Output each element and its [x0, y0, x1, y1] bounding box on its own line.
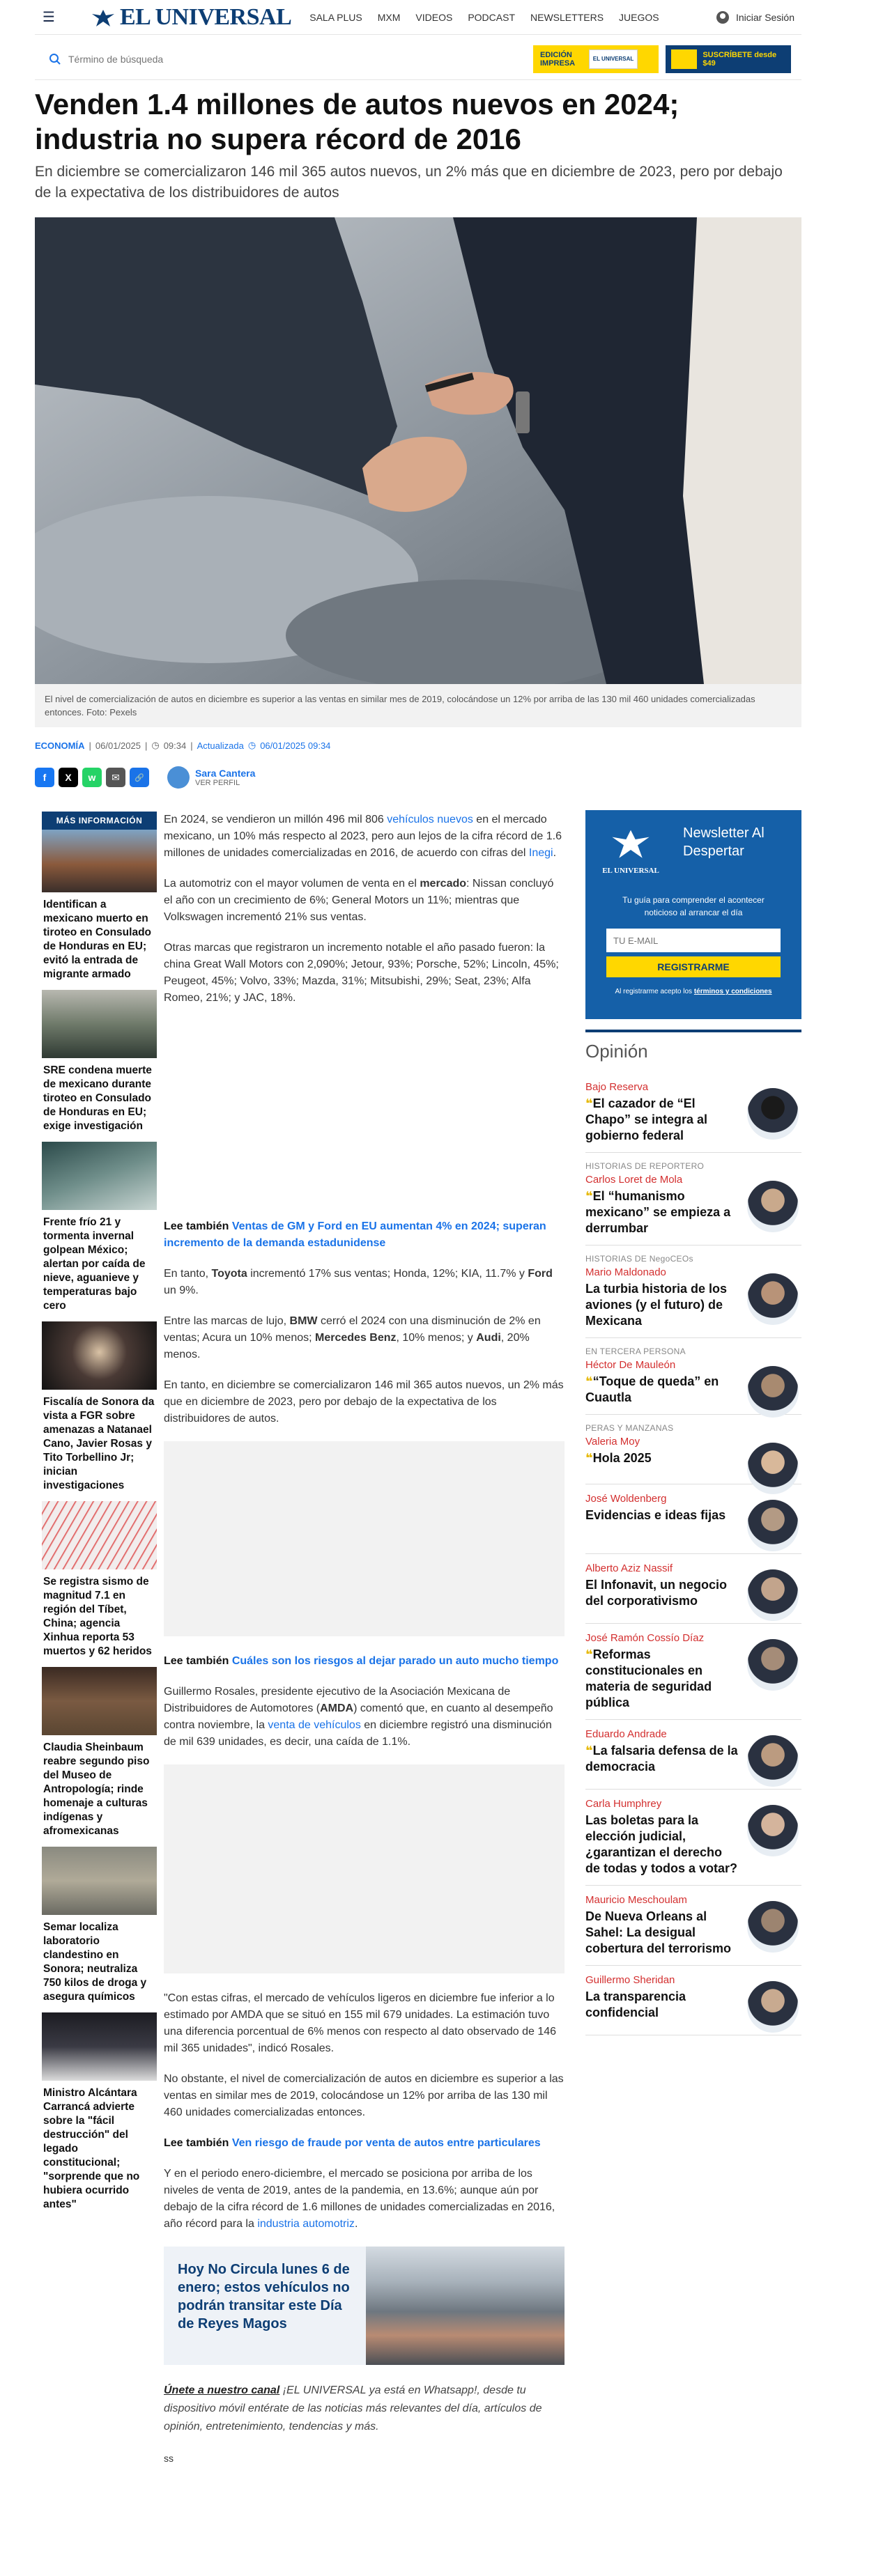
whitespace — [164, 1021, 565, 1218]
opinion-item[interactable] — [585, 1246, 801, 1338]
paragraph — [164, 1266, 565, 1299]
opinion-title-text: La transparencia confidencial — [585, 1989, 686, 2019]
article-meta — [35, 740, 330, 751]
updated-label: Actualizada — [197, 740, 244, 751]
opinion-column-name: HISTORIAS DE NegoCEOs — [585, 1254, 693, 1264]
subscribe-thumbnail — [671, 49, 697, 69]
clock-icon: ◷ — [247, 740, 256, 750]
text: En 2024, se vendieron un millón 496 mil 806 — [164, 814, 387, 825]
quote-icon: ❝ — [585, 1647, 593, 1661]
opinion-item[interactable] — [585, 1720, 801, 1790]
quote-icon: ❝ — [585, 1451, 593, 1465]
text: incrementó 17% sus ventas; Honda, 12%; KIA, 11.7% y — [247, 1268, 528, 1280]
text: La automotriz con el mayor volumen de venta en el — [164, 878, 420, 890]
related-title: Se registra sismo de magnitud 7.1 en región del Tíbet, China; agencia Xinhua reporta 53 muertos y 62 heridos — [43, 1576, 152, 1657]
link-icon[interactable]: 🔗 — [130, 768, 149, 787]
newsletter-title: Newsletter Al Despertar — [683, 825, 765, 859]
terms-link[interactable]: términos y condiciones — [693, 988, 772, 995]
nav-item-videos[interactable]: VIDEOS — [415, 11, 453, 23]
lee-tambien-link[interactable]: Ven riesgo de fraude por venta de autos entre particulares — [231, 2137, 541, 2149]
opinion-title — [585, 1909, 739, 1957]
bold-text: mercado — [420, 878, 467, 890]
clock-icon: ◷ — [151, 740, 160, 750]
bold-text: BMW — [289, 1315, 318, 1327]
related-item[interactable] — [42, 1667, 157, 1847]
nav-item-sala-plus[interactable]: SALA PLUS — [309, 11, 362, 23]
user-icon — [716, 11, 729, 24]
quote-icon: ❝ — [585, 1096, 593, 1110]
bold-text: Ford — [528, 1268, 553, 1280]
image-caption: El nivel de comercialización de autos en diciembre es superior a las ventas en similar mes de 2019, colocándose un 12% por arriba de las 130 mil 460 unidades comercializadas entonces. Foto: Pexels — [35, 684, 801, 727]
nav-item-podcast[interactable]: PODCAST — [468, 11, 516, 23]
login-label: Iniciar Sesión — [735, 11, 794, 23]
subscribe-label: SUSCRÍBETE desde $49 — [702, 50, 777, 68]
related-item[interactable] — [42, 1142, 157, 1321]
lee-tambien — [164, 1653, 565, 1670]
article-title: Venden 1.4 millones de autos nuevos en 2024; industria no supera récord de 2016 — [35, 88, 679, 155]
text: . — [354, 2218, 358, 2230]
lee-tambien-label: Lee también — [164, 1220, 229, 1232]
author-photo — [747, 1181, 799, 1232]
newsletter-logo-text: EL UNIVERSAL — [602, 867, 659, 875]
meta-divider: | — [190, 740, 193, 751]
text: Y en el periodo enero-diciembre, el mercado se posiciona por arriba de los niveles de venta de 2019, antes de la pandemia, en 13.6%; aunque aún por debajo de la cifra récord de 1.6 millones de unidades comercializadas en 2016, año récord para la — [164, 2168, 555, 2230]
related-item[interactable] — [42, 1501, 157, 1667]
link-vehiculos-nuevos[interactable]: vehículos nuevos — [387, 814, 473, 825]
quote-icon: ❝ — [585, 1744, 593, 1758]
top-navigation-bar — [35, 0, 801, 35]
mas-informacion-sidebar — [42, 812, 157, 2220]
ad-placeholder — [164, 1764, 565, 1973]
opinion-author: Carlos Loret de Mola — [585, 1174, 683, 1186]
opinion-author: Bajo Reserva — [585, 1081, 649, 1093]
newspaper-thumbnail: EL UNIVERSAL — [589, 49, 638, 69]
opinion-title — [585, 1450, 739, 1466]
related-title: Fiscalía de Sonora da vista a FGR sobre amenazas a Natanael Cano, Javier Rosas y Tito Torbellino Jr; inician investigaciones — [43, 1396, 155, 1491]
related-title: Semar localiza laboratorio clandestino en Sonora; neutraliza 750 kilos de droga y asegura químicos — [43, 1921, 147, 2003]
opinion-author: Eduardo Andrade — [585, 1728, 667, 1740]
related-item[interactable] — [42, 830, 157, 990]
paragraph — [164, 1684, 565, 1751]
author-photo — [747, 1273, 799, 1325]
link-venta-vehiculos[interactable]: venta de vehículos — [268, 1719, 361, 1731]
related-item[interactable] — [42, 990, 157, 1142]
text: . — [553, 847, 557, 859]
related-item[interactable] — [42, 1321, 157, 1501]
paragraph: En tanto, en diciembre se comercializaron 146 mil 365 autos nuevos, un 2% más que en diciembre de 2023, pero por debajo de la expectativa de los distribuidores de autos. — [164, 1379, 564, 1425]
search-input[interactable] — [68, 54, 417, 65]
opinion-author: Valeria Moy — [585, 1436, 640, 1448]
author-avatar — [167, 766, 190, 789]
hoy-no-circula-card[interactable] — [164, 2247, 565, 2365]
whatsapp-promo — [164, 2382, 565, 2436]
opinion-title-text: De Nueva Orleans al Sahel: La desigual cobertura del terrorismo — [585, 1909, 732, 1955]
related-title: Identifican a mexicano muerto en tiroteo en Consulado de Honduras en EU; evitó la entrada de migrante armado — [43, 899, 151, 980]
edicion-label: EDICIÓN IMPRESA — [540, 50, 576, 68]
opinion-item[interactable] — [585, 1153, 801, 1246]
author-initials: ss — [164, 2453, 174, 2464]
opinion-title — [585, 1096, 739, 1144]
paragraph — [164, 2166, 565, 2233]
related-thumbnail — [42, 990, 157, 1058]
opinion-item[interactable] — [585, 1484, 801, 1554]
mas-informacion-header: MÁS INFORMACIÓN — [42, 812, 157, 830]
lee-tambien-label: Lee también — [164, 2137, 229, 2149]
meta-divider: | — [89, 740, 91, 751]
related-thumbnail — [42, 830, 157, 892]
quote-icon: ❝ — [585, 1374, 593, 1388]
text: Entre las marcas de lujo, — [164, 1315, 290, 1327]
opinion-title-text: Hola 2025 — [592, 1451, 652, 1465]
register-button[interactable]: REGISTRARME — [606, 956, 781, 977]
newsletter-legal — [599, 988, 788, 995]
text: Guillermo Rosales, presidente ejecutivo de la Asociación Mexicana de Distribuidores de Automotores ( — [164, 1686, 511, 1714]
author-photo — [747, 1366, 799, 1418]
opinion-author: Guillermo Sheridan — [585, 1974, 675, 1986]
opinion-title-text: “Toque de queda” en Cuautla — [585, 1374, 719, 1404]
search-bar — [35, 38, 801, 80]
opinion-title-text: El Infonavit, un negocio del corporativismo — [585, 1578, 728, 1608]
paragraph: Otras marcas que registraron un incremento notable el año pasado fueron: la china Great Wall Motors con 2,090%; Jetour, 93%; Porsche, 52%; Lincoln, 45%; Peugeot, 45%; Volvo, 33%; Mazda, 31%; Mitsubishi, 29%; Seat, 23%; Alfa Romeo, 21%; y JAC, 18%. — [164, 942, 559, 1004]
link-industria-automotriz[interactable]: industria automotriz — [257, 2218, 355, 2230]
author-photo — [747, 1735, 799, 1787]
opinion-title-text: La falsaria defensa de la democracia — [585, 1744, 738, 1774]
text: ) comentó que, en cuanto al desempeño contra noviembre, la — [164, 1702, 553, 1731]
email-icon[interactable]: ✉ — [106, 768, 125, 787]
related-title: SRE condena muerte de mexicano durante tiroteo en Consulado de Honduras en EU; exige investigación — [43, 1064, 152, 1132]
text: en diciembre registró una disminución de mil 639 unidades, es decir, una caída de 1.1%. — [164, 1719, 552, 1748]
opinion-title — [585, 1989, 739, 2021]
opinion-title — [585, 1743, 739, 1775]
author-photo — [747, 1500, 799, 1551]
link-inegi[interactable]: Inegi — [528, 847, 553, 859]
hero-image — [35, 217, 801, 684]
section-link[interactable]: ECONOMÍA — [35, 740, 85, 751]
quote-icon: ❝ — [585, 1189, 593, 1203]
newsletter-box — [585, 810, 801, 1019]
opinion-title-text: La turbia historia de los aviones (y el futuro) de Mexicana — [585, 1282, 728, 1328]
whatsapp-icon[interactable]: w — [82, 768, 102, 787]
text: un 9%. — [164, 1285, 199, 1296]
related-thumbnail — [42, 2012, 157, 2081]
opinion-list — [585, 1073, 801, 2035]
nav-item-newsletters[interactable]: NEWSLETTERS — [530, 11, 604, 23]
search-icon[interactable] — [49, 53, 61, 65]
text: : Nissan concluyó el año con un crecimiento de 6%; General Motors un 11%; mientras que Volkswagen incrementó 21% sus ventas. — [164, 878, 554, 923]
author-name: Sara Cantera — [195, 768, 256, 779]
text: Al registrarme acepto los — [615, 988, 694, 995]
author-photo — [747, 1805, 799, 1856]
opinion-author: José Ramón Cossío Díaz — [585, 1632, 705, 1644]
publish-time: 09:34 — [163, 740, 187, 751]
x-twitter-icon[interactable]: X — [59, 768, 78, 787]
hamburger-menu-icon[interactable]: ☰ — [43, 10, 55, 25]
eagle-logo-icon — [91, 7, 116, 28]
bold-text: Audi — [476, 1332, 501, 1344]
related-title: Frente frío 21 y tormenta invernal golpean México; alertan por caída de nieve, aguanieve y temperaturas bajo cero — [43, 1216, 146, 1312]
eagle-logo-icon — [610, 825, 652, 860]
newsletter-logo — [599, 825, 662, 881]
opinion-title — [585, 1577, 739, 1609]
whatsapp-channel-link[interactable]: Únete a nuestro canal — [164, 2384, 280, 2396]
paragraph — [164, 1313, 565, 1363]
hoy-no-circula-title: Hoy No Circula lunes 6 de enero; estos vehículos no podrán transitar este Día de Reyes Magos — [178, 2262, 350, 2331]
opinion-title — [585, 1281, 739, 1329]
opinion-column-name: EN TERCERA PERSONA — [585, 1347, 686, 1356]
opinion-title — [585, 1813, 739, 1877]
lee-tambien — [164, 2135, 565, 2152]
article-body — [164, 812, 565, 2467]
bold-text: Mercedes Benz — [315, 1332, 397, 1344]
opinion-item[interactable] — [585, 1338, 801, 1415]
opinion-header: Opinión — [585, 1030, 801, 1062]
opinion-item[interactable] — [585, 1624, 801, 1720]
nav-item-mxm[interactable]: MXM — [377, 11, 401, 23]
opinion-item[interactable] — [585, 1966, 801, 2035]
opinion-item[interactable] — [585, 1415, 801, 1484]
opinion-item[interactable] — [585, 1073, 801, 1153]
nav-item-juegos[interactable]: JUEGOS — [619, 11, 659, 23]
opinion-item[interactable] — [585, 1554, 801, 1624]
text: , 20% menos. — [164, 1332, 530, 1360]
text: , 10% menos; y — [396, 1332, 477, 1344]
text: ¡EL UNIVERSAL ya está en Whatsapp!, desde tu dispositivo móvil entérate de las noticias más relevantes del día, artículos de opinión, entretenimiento, tendencias y más. — [164, 2384, 542, 2433]
paragraph — [164, 812, 565, 862]
paragraph: No obstante, el nivel de comercialización de autos en diciembre es superior a las ventas en similar mes de 2019, colocándose un 12% por arriba de las 130 mil 460 unidades comercializadas entonces. — [164, 2073, 564, 2118]
opinion-column-name: PERAS Y MANZANAS — [585, 1423, 674, 1433]
logo-text: EL UNIVERSAL — [120, 3, 292, 30]
related-thumbnail — [42, 1142, 157, 1210]
updated-date: 06/01/2025 09:34 — [260, 740, 331, 751]
opinion-title — [585, 1374, 739, 1406]
opinion-title-text: Las boletas para la elección judicial, ¿garantizan el derecho de todas y todos a votar? — [585, 1813, 738, 1875]
bold-text: AMDA — [320, 1702, 354, 1714]
opinion-title-text: Reformas constitucionales en materia de seguridad pública — [585, 1647, 712, 1709]
opinion-title-text: El “humanismo mexicano” se empieza a derrumbar — [585, 1189, 731, 1235]
edicion-impresa-button[interactable] — [533, 45, 659, 73]
related-item[interactable] — [42, 1847, 157, 2012]
paragraph — [164, 876, 565, 926]
related-thumbnail — [42, 1321, 157, 1390]
site-logo[interactable] — [91, 4, 291, 31]
related-thumbnail — [42, 1501, 157, 1569]
text: cerró el 2024 con una disminución de 2% en ventas; Acura un 10% menos; — [164, 1315, 541, 1344]
opinion-author: José Woldenberg — [585, 1493, 667, 1505]
ad-placeholder — [164, 1441, 565, 1636]
meta-divider: | — [144, 740, 148, 751]
opinion-title — [585, 1507, 739, 1523]
opinion-title — [585, 1647, 739, 1711]
opinion-author: Alberto Aziz Nassif — [585, 1562, 673, 1574]
share-bar — [35, 768, 149, 787]
facebook-icon[interactable]: f — [35, 768, 54, 787]
opinion-title — [585, 1188, 739, 1236]
author-photo — [747, 1569, 799, 1621]
handshake-car-keys-photo — [35, 217, 801, 684]
opinion-title-text: El cazador de “El Chapo” se integra al gobierno federal — [585, 1096, 708, 1142]
opinion-item[interactable] — [585, 1790, 801, 1886]
opinion-author: Héctor De Mauleón — [585, 1359, 676, 1371]
newsletter-description: Tu guía para comprender el acontecer noticioso al arrancar el día — [622, 895, 765, 917]
author-photo — [747, 1088, 799, 1140]
related-title: Claudia Sheinbaum reabre segundo piso del Museo de Antropología; rinde homenaje a culturas indígenas y afromexicanas — [43, 1741, 150, 1837]
subscribe-button[interactable] — [666, 45, 791, 73]
lee-tambien — [164, 1218, 565, 1252]
lee-tambien-label: Lee también — [164, 1655, 229, 1667]
opinion-column-name: HISTORIAS DE REPORTERO — [585, 1161, 705, 1171]
lee-tambien-link[interactable]: Ventas de GM y Ford en EU aumentan 4% en 2024; superan incremento de la demanda estadunidense — [164, 1220, 546, 1249]
login-button[interactable] — [716, 11, 794, 24]
lee-tambien-link[interactable]: Cuáles son los riesgos al dejar parado un auto mucho tiempo — [231, 1655, 559, 1667]
opinion-author: Mario Maldonado — [585, 1266, 666, 1278]
bold-text: Toyota — [211, 1268, 247, 1280]
opinion-author: Mauricio Meschoulam — [585, 1894, 687, 1906]
opinion-author: Carla Humphrey — [585, 1798, 662, 1810]
related-thumbnail — [42, 1847, 157, 1915]
related-title: Ministro Alcántara Carrancá advierte sobre la "fácil destrucción" del legado constitucional; "sorprende que no hubiera ocurrido antes" — [43, 2087, 140, 2210]
opinion-item[interactable] — [585, 1886, 801, 1966]
related-thumbnail — [42, 1667, 157, 1735]
traffic-thumbnail — [366, 2247, 565, 2365]
text: En tanto, — [164, 1268, 212, 1280]
email-field[interactable] — [606, 929, 781, 952]
author-photo — [747, 1901, 799, 1953]
main-nav — [309, 12, 659, 23]
paragraph: "Con estas cifras, el mercado de vehículos ligeros en diciembre fue inferior a lo estimado por AMDA que se situó en 155 mil 679 unidades. La estimación tuvo una diferencia porcentual de 6% menos con respecto al dato observado de 146 mil 365 unidades", indicó Rosales. — [164, 1992, 557, 2054]
author-card[interactable] — [167, 766, 255, 789]
author-photo — [747, 1639, 799, 1691]
opinion-title-text: Evidencias e ideas fijas — [585, 1508, 726, 1522]
publish-date: 06/01/2025 — [95, 740, 141, 751]
text: en el mercado mexicano, un 10% más respecto al 2023, pero aun lejos de la cifra récord de 1.6 millones de unidades comercializadas en 2016, de acuerdo con cifras del — [164, 814, 562, 859]
author-photo — [747, 1981, 799, 2033]
author-profile-link[interactable]: VER PERFIL — [195, 779, 240, 787]
article-subtitle: En diciembre se comercializaron 146 mil 365 autos nuevos, un 2% más que en diciembre de 2023, pero por debajo de la expectativa de los distribuidores de autos — [35, 164, 783, 201]
related-item[interactable] — [42, 2012, 157, 2220]
